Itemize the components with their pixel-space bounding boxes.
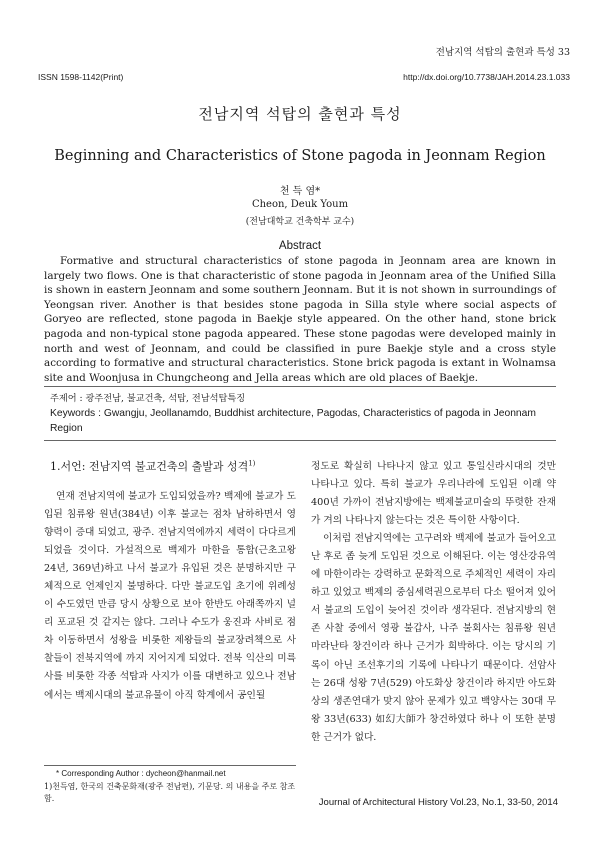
left-paragraph-1: 연재 전남지역에 불교가 도입되었을까? 백제에 불교가 도입된 침류왕 원년(384년) 이후 불교는 점차 남하하면서 영향력이 증대 되었고, 광주. 전남지역에까지 세력이 다다르게 되었을 것이다. 가설적으로 백제가 마한을 통합(근초고왕 24년, 369년)하고 나서 불교가 유입된 것은 분명하지만 구체적으로 언제인지 불명하다. 다만 불교도입 초기에 위례성이 수도였던 만큼 당시 상황으로 보아 한반도 아래쪽까지 널리 포교된 것 같지는 않다. 그러나 수도가 웅진과 사비로 점차 이동하면서 성왕을 비롯한 제왕들의 불교장려책으로 사찰들이 전북지역에 까지 지어지게 되었다. 전북 익산의 미륵사를 비롯한 각종 석탑과 사지가 이를 대변하고 있으나 전남에서는 백제시대의 불교유물이 아직 학계에서 공인될 bbox=[44, 491, 296, 701]
abstract-heading: Abstract bbox=[278, 240, 322, 252]
journal-citation: Journal of Architectural History Vol.23, No.1, 33-50, 2014 bbox=[318, 797, 558, 808]
keywords-english bbox=[50, 407, 556, 436]
right-paragraph-2: 이처럼 전남지역에는 고구려와 백제에 불교가 들어오고 난 후로 좀 늦게 도입된 것으로 이해된다. 이는 영산강유역에 마한이라는 강력하고 문화적으로 주체적인 세력이 자리하고 있었고 백제의 중심세력권으로부터 다소 떨어져 있어서 불교의 도입이 늦어진 것이라 생각된다. 전남지방의 현존 사찰 중에서 영광 불갑사, 나주 불회사는 침류왕 원년 마라난타 창건이라 하나 근거가 희박하다. 이는 당시의 기록이 아닌 조선후기의 기록에 나타나기 때문이다. 선암사는 26대 성왕 7년(529) 아도화상 창건이라 하지만 아도화상의 생존연대가 맞지 않아 문제가 있고 백양사는 30대 무왕 33년(633) 如幻大師가 창건하였다 하나 이 또한 분명한 근거가 없다. bbox=[311, 533, 556, 743]
keywords-label: Keywords : bbox=[50, 408, 101, 419]
running-header bbox=[436, 44, 570, 58]
running-title: 전남지역 석탑의 출현과 특성 bbox=[435, 47, 555, 58]
right-paragraph-1: 정도로 확실히 나타나지 않고 있고 통일신라시대의 것만 나타나고 있다. 특히 불교가 우리나라에 도입된 이래 약 400년 가까이 전남지방에는 백제불교미술의 뚜렷한 잔재가 겨의 나타나지 않는다는 것은 특이한 사항이다. bbox=[311, 461, 556, 527]
footnote-divider bbox=[44, 765, 296, 766]
abstract-divider bbox=[44, 386, 556, 387]
section-title bbox=[44, 458, 296, 474]
abstract-text: Formative and structural characteristics of stone pagoda in Jeonnam area are known in largely two flows. One is that characteristic of stone pagoda in Jeonnam area of the Unified Silla is shown in eastern Jeonnam and some southern Jeonnam. But it is not shown in surroundings of Yeongsan river. Another is that besides stone pagoda in Silla style where social aspects of Goryeo are reflected, stone pagoda in Baekje style appeared. On the other hand, stone brick pagoda and non-typical stone pagoda appeared. These stone pagodas were developed mainly in north and west of Jeonnam, and could be classified in pure Baekje style and a cross style according to formative and structural characteristics. Stone brick pagoda is extant in Wolnamsa site and Woonjusa in Chungcheong and Jella areas which are old places of Baekje. bbox=[44, 255, 556, 384]
doi-link[interactable]: http://dx.doi.org/10.7738/JAH.2014.23.1.033 bbox=[403, 72, 570, 82]
issn: ISSN 1598-1142(Print) bbox=[38, 72, 124, 82]
corresponding-author: * Corresponding Author : dycheon@hanmail.net bbox=[56, 769, 226, 778]
footnote-marker: 1) bbox=[248, 459, 256, 468]
keywords-korean: 주제어 : 광주전남, 불교건축, 석탑, 전남석탑특징 bbox=[50, 393, 246, 404]
left-column bbox=[44, 458, 296, 705]
author-affiliation: (전남대학교 건축학부 교수) bbox=[245, 217, 355, 227]
keywords-list: Gwangju, Jeollanamdo, Buddhist architecture, Pagodas, Characteristics of pagoda in Jeonnam Region bbox=[50, 408, 536, 434]
author-english: Cheon, Deuk Youm bbox=[251, 199, 349, 210]
keywords-divider bbox=[44, 440, 556, 441]
title-english: Beginning and Characteristics of Stone pagoda in Jeonnam Region bbox=[54, 148, 546, 164]
title-korean: 전남지역 석탑의 출현과 특성 bbox=[198, 105, 402, 123]
right-column bbox=[311, 458, 556, 747]
section-title-text: 1.서언: 전남지역 불교건축의 출발과 성격 bbox=[50, 460, 249, 473]
footnote-1: 1)천득염, 한국의 건축문화재(광주 전남편), 기문당. 의 내용을 주로 참조함. bbox=[44, 782, 296, 803]
page-number: 33 bbox=[557, 47, 570, 58]
author-korean: 천 득 염* bbox=[279, 186, 321, 197]
